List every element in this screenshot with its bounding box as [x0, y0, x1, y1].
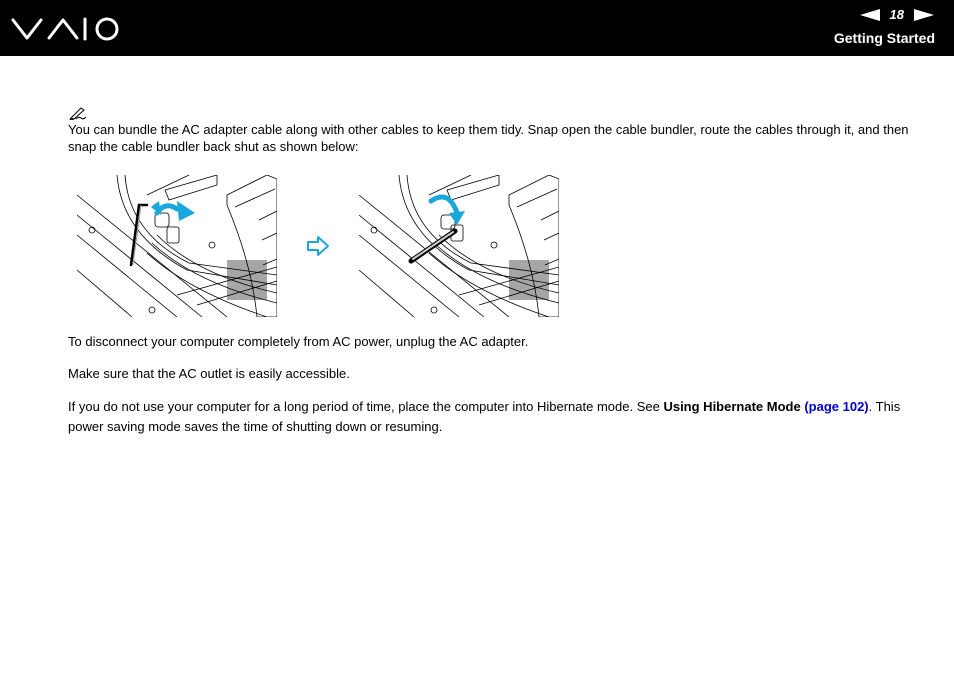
- step-arrow-icon: [306, 235, 330, 257]
- page-number: 18: [889, 7, 904, 22]
- page-navigation: [860, 7, 934, 23]
- hibernate-text-after: . This power saving mode saves the time of shutting down or resuming.: [68, 399, 901, 434]
- next-page-arrow-icon[interactable]: [914, 9, 934, 21]
- ac-outlet-accessible-text: Make sure that the AC outlet is easily accessible.: [68, 366, 350, 381]
- vaio-logo: [11, 14, 121, 44]
- hibernate-mode-paragraph: [68, 397, 920, 437]
- cable-bundler-open-illustration: [77, 175, 277, 317]
- page-header: [0, 0, 954, 56]
- section-title: Getting Started: [833, 30, 935, 46]
- page-102-link[interactable]: (page 102): [804, 399, 869, 414]
- previous-page-arrow-icon[interactable]: [860, 9, 880, 21]
- disconnect-ac-power-text: To disconnect your computer completely from AC power, unplug the AC adapter.: [68, 334, 529, 349]
- hibernate-text-before: If you do not use your computer for a long period of time, place the computer into Hibernate mode. See: [68, 399, 664, 414]
- cable-bundler-note: You can bundle the AC adapter cable along with other cables to keep them tidy. Snap open the cable bundler, route the cables through it, and then snap the cable bundler back shut as shown below:: [68, 122, 909, 154]
- cable-bundler-closed-illustration: [359, 175, 559, 317]
- pencil-note-icon: [68, 106, 88, 120]
- hibernate-mode-reference: Using Hibernate Mode: [663, 399, 801, 414]
